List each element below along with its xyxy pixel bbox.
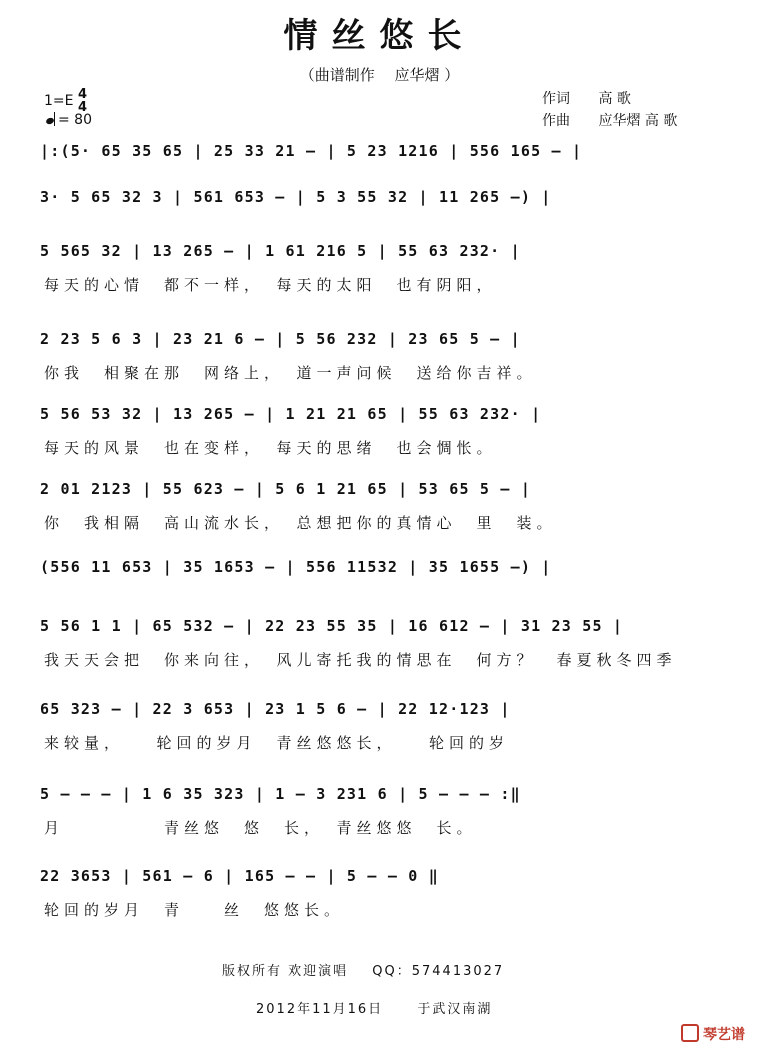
watermark-text: 琴艺谱 bbox=[703, 1027, 745, 1043]
key-signature bbox=[44, 88, 87, 114]
music-line: 5 56 53 32 | 13 265 – | 1 21 21 65 | 55 63 232· | bbox=[40, 405, 542, 423]
lyric-line: 来较量， 轮回的岁月 青丝悠悠长， 轮回的岁 bbox=[44, 734, 510, 752]
music-line: 5 565 32 | 13 265 – | 1 61 216 5 | 55 63 232· | bbox=[40, 242, 521, 260]
date-line bbox=[256, 998, 492, 1017]
tempo-mark bbox=[46, 112, 92, 128]
watermark-logo bbox=[681, 1024, 745, 1044]
music-line: 22 3653 | 561 – 6 | 165 – – | 5 – – 0 ‖ bbox=[40, 867, 439, 885]
subtitle: （曲谱制作 应华熠 ） bbox=[299, 66, 460, 84]
music-line: 2 01 2123 | 55 623 – | 5 6 1 21 65 | 53 65 5 – | bbox=[40, 480, 532, 498]
lyric-line: 月 青丝悠 悠 长， 青丝悠悠 长。 bbox=[44, 819, 477, 837]
time-signature bbox=[78, 88, 87, 114]
music-line: 2 23 5 6 3 | 23 21 6 – | 5 56 232 | 23 65 5 – | bbox=[40, 330, 521, 348]
lyric-line: 每天的风景 也在变样， 每天的思绪 也会惆怅。 bbox=[44, 439, 497, 457]
music-line: 5 56 1 1 | 65 532 – | 22 23 55 35 | 16 612 – | 31 23 55 | bbox=[40, 617, 624, 635]
lyric-line: 你 我相隔 高山流水长， 总想把你的真情心 里 装。 bbox=[44, 514, 557, 532]
lyricist-label: 作词 bbox=[542, 91, 570, 107]
lyric-line: 每天的心情 都不一样， 每天的太阳 也有阴阳， bbox=[44, 276, 497, 294]
lyricist-credit bbox=[542, 88, 631, 108]
lyric-line: 轮回的岁月 青 丝 悠悠长。 bbox=[44, 901, 345, 919]
copyright-line bbox=[222, 960, 504, 979]
composer-label: 作曲 bbox=[542, 113, 570, 129]
music-line: 5 – – – | 1 6 35 323 | 1 – 3 231 6 | 5 – – – :‖ bbox=[40, 785, 521, 803]
page-title: 情丝悠长 bbox=[283, 16, 476, 56]
music-line: (556 11 653 | 35 1653 – | 556 11532 | 35 1655 –) | bbox=[40, 558, 552, 576]
place-text: 于武汉南湖 bbox=[417, 1002, 493, 1017]
lyric-line: 你我 相聚在那 网络上， 道一声问候 送给你吉祥。 bbox=[44, 364, 537, 382]
composer-name: 应华熠 高 歌 bbox=[598, 113, 678, 129]
time-top: 4 bbox=[77, 87, 87, 102]
time-bottom: 4 bbox=[77, 100, 87, 115]
date-text: 2012年11月16日 bbox=[256, 1002, 384, 1017]
qq-text: QQ：574413027 bbox=[372, 964, 505, 979]
composer-credit bbox=[542, 110, 677, 130]
tempo-value: = 80 bbox=[58, 112, 92, 128]
music-line: 3· 5 65 32 3 | 561 653 – | 5 3 55 32 | 11 265 –) | bbox=[40, 188, 552, 206]
music-line: 65 323 – | 22 3 653 | 23 1 5 6 – | 22 12·123 | bbox=[40, 700, 511, 718]
key-label: 1=E bbox=[44, 93, 74, 109]
logo-icon bbox=[681, 1024, 699, 1042]
rights-text: 版权所有 欢迎演唱 bbox=[222, 964, 349, 979]
lyricist-name: 高 歌 bbox=[598, 91, 631, 107]
lyric-line: 我天天会把 你来向往， 风儿寄托我的情思在 何方？ 春夏秋冬四季 bbox=[44, 651, 677, 669]
music-line: |:(5· 65 35 65 | 25 33 21 – | 5 23 1216 | 556 165 – | bbox=[40, 142, 583, 160]
